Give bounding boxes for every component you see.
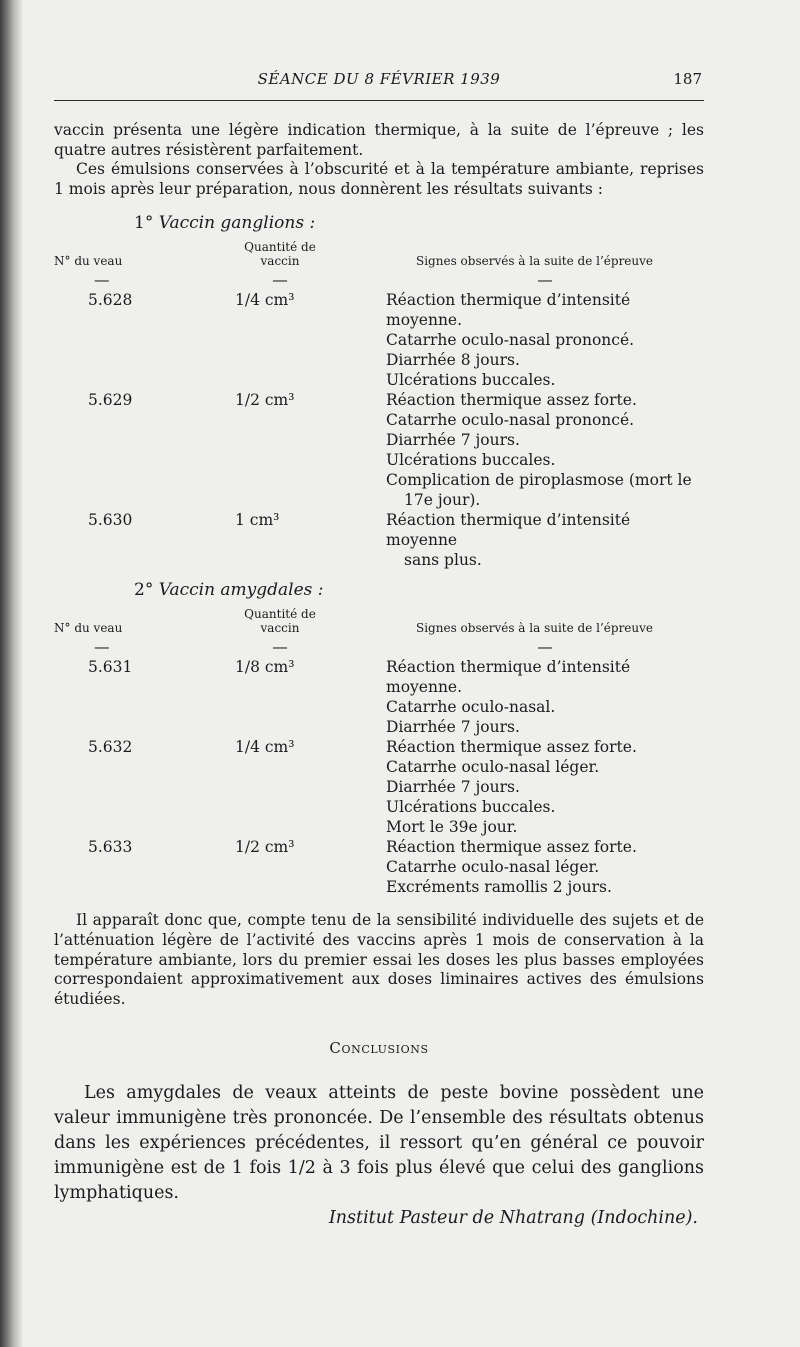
observed-signs: [386, 290, 704, 390]
vaccine-dose: 1/4 cm³: [235, 291, 295, 310]
col-header-dose-text: Quantité de vaccin: [244, 607, 316, 636]
sign-line: Diarrhée 7 jours.: [386, 718, 520, 737]
amygdales-results-table: [54, 606, 704, 897]
result-row: [54, 290, 704, 390]
observed-signs: [386, 510, 704, 570]
calf-number: 5.630: [88, 511, 133, 530]
conclusions-heading: Conclusions: [329, 1039, 429, 1058]
section-2-title: Vaccin amygdales :: [158, 580, 324, 601]
calf-number: 5.628: [88, 291, 133, 310]
sign-line: Réaction thermique d’intensité moyenne: [386, 511, 631, 550]
vaccine-dose: 1/2 cm³: [235, 391, 295, 410]
section-1-number: 1°: [134, 213, 154, 234]
ganglions-rows: [54, 290, 704, 570]
sign-line: Excréments ramollis 2 jours.: [386, 878, 612, 897]
conclusions-text: Les amygdales de veaux atteints de peste bovine possèdent une valeur immunigène très prononcée. De l’ensemble des résultats obtenus dans les expériences précédentes, il ressort qu’en général ce pouvoir immunigène est de 1 fois 1/2 à 3 fois plus élevé que celui des ganglions lymphatiques.: [54, 1083, 704, 1204]
calf-number: 5.632: [88, 738, 133, 757]
col-header-dose-text: Quantité de vaccin: [244, 240, 316, 269]
sign-line: Complication de piroplasmose (mort le: [386, 471, 692, 490]
sign-line: Réaction thermique d’intensité moyenne.: [386, 291, 631, 330]
dash-signes: —: [537, 638, 553, 657]
col-header-veau: N° du veau: [54, 254, 123, 269]
sign-line: Diarrhée 7 jours.: [386, 431, 520, 450]
intro-paragraph-2: Ces émulsions conservées à l’obscurité et à la température ambiante, reprises 1 mois après leur préparation, nous donnèrent les résultats suivants :: [54, 160, 704, 198]
observed-signs: [386, 737, 704, 837]
sign-line: Catarrhe oculo-nasal prononcé.: [386, 331, 635, 350]
sign-line: Catarrhe oculo-nasal.: [386, 698, 556, 717]
header-title: SÉANCE DU 8 FÉVRIER 1939: [257, 70, 501, 88]
sign-line: 17e jour).: [404, 491, 481, 510]
observed-signs: [386, 390, 704, 510]
sign-line: Diarrhée 7 jours.: [386, 778, 520, 797]
intro-paragraph-1: vaccin présenta une légère indication thermique, à la suite de l’épreuve ; les quatre autres résistèrent parfaitement.: [54, 121, 704, 159]
dash-veau: —: [94, 271, 110, 290]
institution-signature: Institut Pasteur de Nhatrang (Indochine).: [328, 1208, 698, 1229]
sign-line: Ulcérations buccales.: [386, 371, 556, 390]
col-header-veau: N° du veau: [54, 621, 123, 636]
calf-number: 5.633: [88, 838, 133, 857]
sign-line: Réaction thermique d’intensité moyenne.: [386, 658, 631, 697]
section-1-title: Vaccin ganglions :: [158, 213, 316, 234]
sign-line: Ulcérations buccales.: [386, 798, 556, 817]
dash-dose: —: [272, 271, 288, 290]
ganglions-results-table: [54, 239, 704, 570]
header-rule: [54, 100, 704, 101]
result-row: [54, 837, 704, 897]
result-row: [54, 657, 704, 737]
dash-signes: —: [537, 271, 553, 290]
col-header-signes: Signes observés à la suite de l’épreuve: [416, 254, 654, 269]
vaccine-dose: 1 cm³: [235, 511, 280, 530]
vaccine-dose: 1/2 cm³: [235, 838, 295, 857]
col-header-dose: [175, 239, 386, 270]
col-header-dose: [175, 606, 386, 637]
dash-dose: —: [272, 638, 288, 657]
section-2-heading: [134, 580, 704, 600]
vaccine-dose: 1/4 cm³: [235, 738, 295, 757]
vaccine-dose: 1/8 cm³: [235, 658, 295, 677]
result-row: [54, 390, 704, 510]
sign-line: Catarrhe oculo-nasal léger.: [386, 858, 600, 877]
sign-line: Mort le 39e jour.: [386, 818, 518, 837]
amygdales-rows: [54, 657, 704, 897]
observed-signs: [386, 837, 704, 897]
result-row: [54, 510, 704, 570]
result-row: [54, 737, 704, 837]
sign-line: Réaction thermique assez forte.: [386, 838, 637, 857]
col-header-signes: Signes observés à la suite de l’épreuve: [416, 621, 654, 636]
running-header: [54, 66, 704, 90]
sign-line: Catarrhe oculo-nasal léger.: [386, 758, 600, 777]
section-1-heading: [134, 213, 704, 233]
sign-line: sans plus.: [404, 551, 482, 570]
observed-signs: [386, 657, 704, 737]
sign-line: Réaction thermique assez forte.: [386, 391, 637, 410]
sign-line: Catarrhe oculo-nasal prononcé.: [386, 411, 635, 430]
sign-line: Réaction thermique assez forte.: [386, 738, 637, 757]
sign-line: Ulcérations buccales.: [386, 451, 556, 470]
calf-number: 5.631: [88, 658, 133, 677]
calf-number: 5.629: [88, 391, 133, 410]
dash-veau: —: [94, 638, 110, 657]
section-2-number: 2°: [134, 580, 154, 601]
book-spine-shadow: [0, 0, 22, 1347]
discussion-paragraph: Il apparaît donc que, compte tenu de la sensibilité individuelle des sujets et de l’atténuation légère de l’activité des vaccins après 1 mois de conservation à la température ambiante, lors du premier essai les doses les plus basses employées correspondaient approximativement aux doses liminaires actives des émulsions étudiées.: [54, 911, 704, 1008]
sign-line: Diarrhée 8 jours.: [386, 351, 520, 370]
page-number: 187: [673, 70, 702, 88]
journal-page: [54, 66, 704, 1228]
